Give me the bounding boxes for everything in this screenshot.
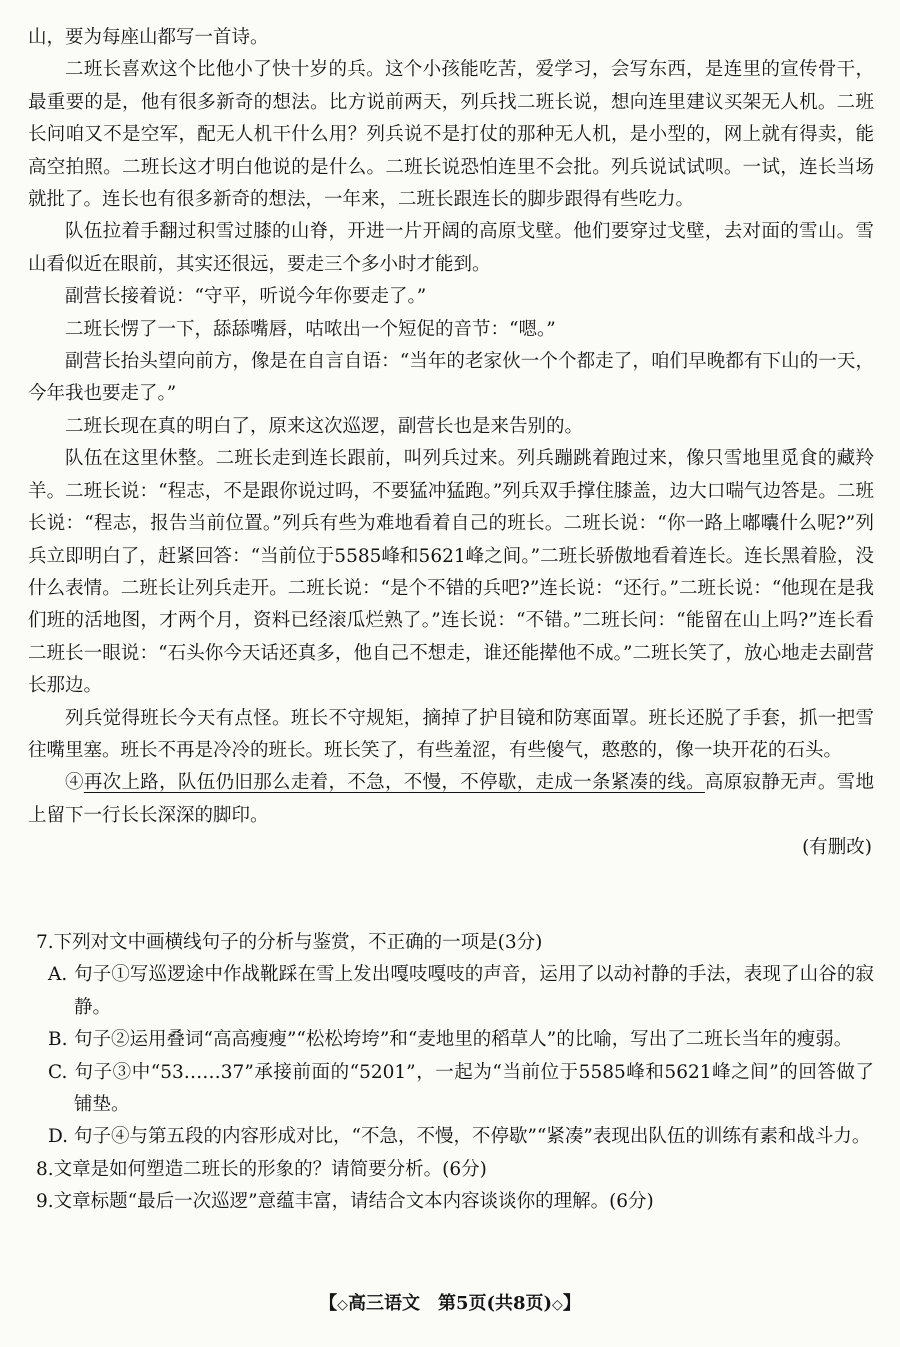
question-7-option-c (28, 1057, 874, 1122)
question-7-option-a (28, 959, 874, 1024)
option-text: 句子④与第五段的内容形成对比，“不急，不慢，不停歇”“紧凑”表现出队伍的训练有素和战斗力。 (74, 1126, 871, 1148)
diamond-icon: ◇ (337, 1297, 348, 1313)
footer-page-info: 高三语文 第5页(共8页) (347, 1293, 553, 1314)
question-7-stem: 7.下列对文中画横线句子的分析与鉴赏，不正确的一项是(3分) (36, 932, 543, 953)
passage-paragraph: 二班长喜欢这个比他小了快十岁的兵。这个小孩能吃苦，爱学习，会写东西，是连里的宣传骨干，最重要的是，他有很多新奇的想法。比方说前两天，列兵找二班长说，想向连里建议买架无人机。二班长问咱又不是空军，配无人机干什么用？列兵说不是打仗的那种无人机，是小型的，网上就有得卖，能高空拍照。二班长这才明白他说的是什么。二班长说恐怕连里不会批。列兵说试试呗。一试，连长当场就批了。连长也有很多新奇的想法，一年来，二班长跟连长的脚步跟得有些吃力。 (28, 59, 874, 211)
option-letter: B. (48, 1029, 68, 1051)
option-text: 句子②运用叠词“高高瘦瘦”“松松垮垮”和“麦地里的稻草人”的比喻，写出了二班长当年的瘦弱。 (74, 1029, 853, 1051)
question-section (28, 927, 874, 1219)
underlined-sentence: 再次上路，队伍仍旧那么走着，不急，不慢，不停歇，走成一条紧凑的线。 (83, 772, 705, 794)
footer-bracket-right: 】 (562, 1293, 581, 1314)
diamond-icon: ◇ (552, 1297, 563, 1313)
passage-last-paragraph (28, 767, 874, 832)
option-text: 句子①写巡逻途中作战靴踩在雪上发出嘎吱嘎吱的声音，运用了以动衬静的手法，表现了山谷的寂静。 (74, 964, 874, 1018)
option-letter: D. (48, 1126, 69, 1148)
source-note: (有删改) (802, 837, 872, 859)
passage-paragraph: 副营长抬头望向前方，像是在自言自语：“当年的老家伙一个个都走了，咱们早晚都有下山的一天，今年我也要走了。” (28, 351, 874, 405)
footer-bracket-left: 【 (319, 1293, 338, 1314)
paragraph-tail: 高原寂静无声。雪地上留下一行长长深深的脚印。 (28, 772, 874, 826)
passage-paragraph: 山，要为每座山都写一首诗。 (28, 27, 269, 48)
passage-paragraph: 二班长现在真的明白了，原来这次巡逻，副营长也是来告别的。 (65, 415, 584, 437)
passage-paragraph: 副营长接着说：“守平，听说今年你要走了。” (65, 286, 427, 308)
passage-paragraph: 队伍在这里休整。二班长走到连长跟前，叫列兵过来。列兵蹦跳着跑过来，像只雪地里觅食的藏羚羊。二班长说：“程志，不是跟你说过吗，不要猛冲猛跑。”列兵双手撑住膝盖，边大口喘气边答是。二班长说：“程志，报告当前位置。”列兵有些为难地看着自己的班长。二班长说：“你一路上嘟囔什么呢?”列兵立即明白了，赶紧回答：“当前位于5585峰和5621峰之间。”二班长骄傲地看着连长。连长黑着脸，没什么表情。二班长让列兵走开。二班长说：“是个不错的兵吧?”连长说：“还行。”二班长说：“他现在是我们班的活地图，才两个月，资料已经滚瓜烂熟了。”连长说：“不错。”二班长问：“能留在山上吗?”连长看二班长一眼说：“石头你今天话还真多，他自己不想走，谁还能撵他不成。”二班长笑了，放心地走去副营长那边。 (28, 448, 874, 697)
question-7-option-d (28, 1121, 874, 1153)
passage-paragraph: 队伍拉着手翻过积雪过膝的山脊，开进一片开阔的高原戈壁。他们要穿过戈壁，去对面的雪山。雪山看似近在眼前，其实还很远，要走三个多小时才能到。 (28, 221, 874, 275)
passage-paragraph: 二班长愣了一下，舔舔嘴唇，咕哝出一个短促的音节：“嗯。” (65, 318, 556, 340)
page-footer (0, 1290, 900, 1319)
option-text: 句子③中“53……37”承接前面的“5201”，一起为“当前位于5585峰和5621峰之间”的回答做了铺垫。 (74, 1061, 874, 1116)
reading-passage (28, 22, 874, 865)
option-letter: C. (48, 1061, 68, 1083)
question-9: 9.文章标题“最后一次巡逻”意蕴丰富，请结合文本内容谈谈你的理解。(6分) (36, 1191, 654, 1213)
question-7-option-b (28, 1024, 874, 1056)
passage-paragraph: 列兵觉得班长今天有点怪。班长不守规矩，摘掉了护目镜和防寒面罩。班长还脱了手套，抓一把雪往嘴里塞。班长不再是冷冷的班长。班长笑了，有些羞涩，有些傻气，憨憨的，像一块开花的石头。 (28, 707, 874, 761)
option-letter: A. (48, 964, 68, 986)
sentence-marker: ④ (65, 772, 84, 794)
question-8: 8.文章是如何塑造二班长的形象的？请简要分析。(6分) (36, 1158, 487, 1180)
